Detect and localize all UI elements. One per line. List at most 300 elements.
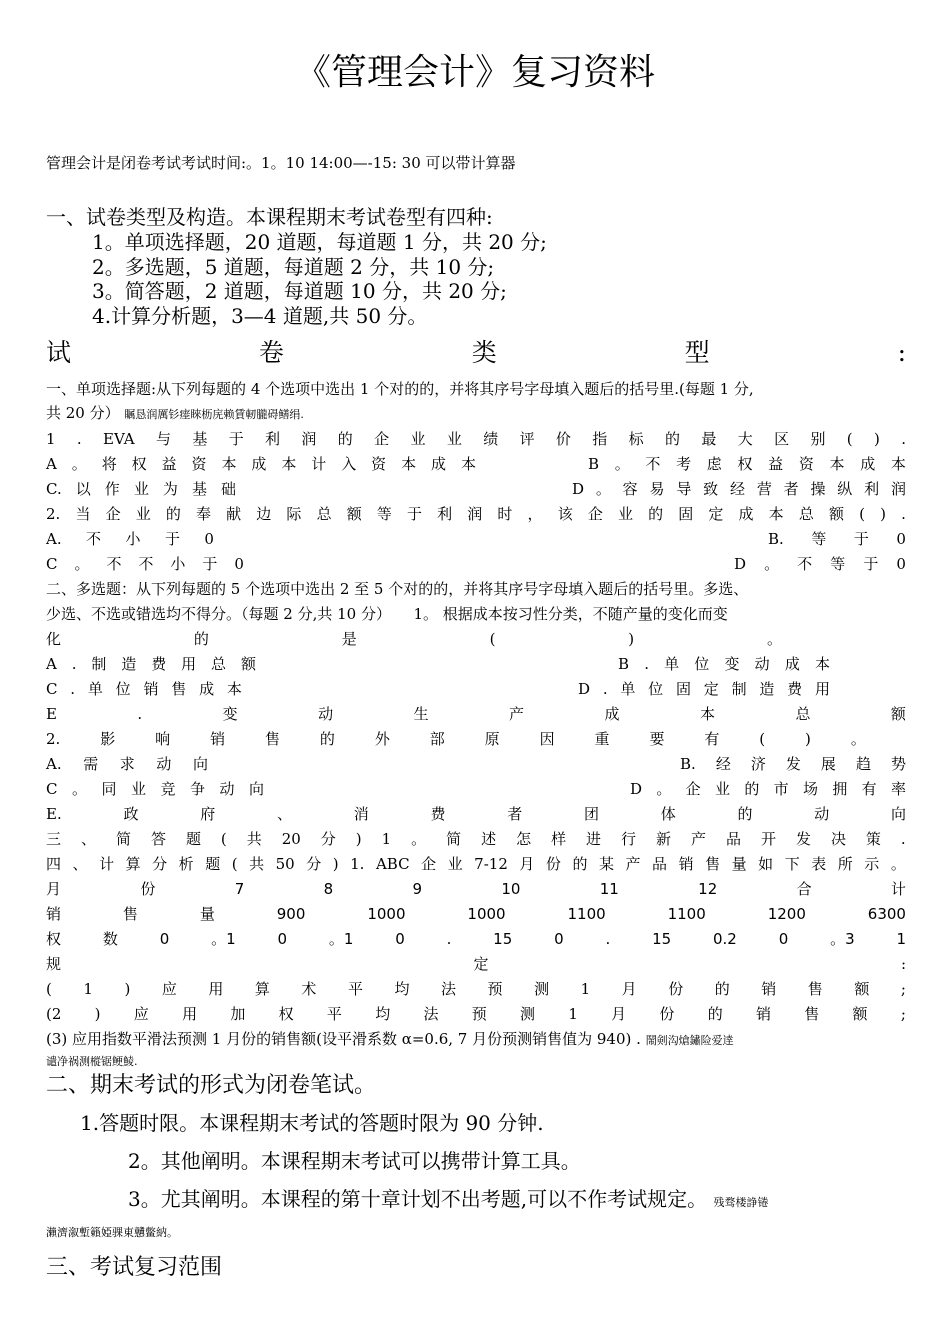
text-token: 考	[676, 455, 692, 473]
text-token: 固	[675, 680, 691, 698]
text-token: 月	[621, 980, 637, 998]
text-token: 预	[487, 980, 503, 998]
text-token: .	[605, 930, 611, 948]
text-token: 产	[625, 855, 641, 873]
text-token: 、	[72, 855, 88, 873]
text-token: 本	[281, 455, 297, 473]
text-token: 等	[830, 555, 846, 573]
text-token: 益	[768, 455, 784, 473]
text-token: 额	[828, 505, 844, 523]
text-token: D	[734, 555, 747, 573]
text-token: 0	[277, 930, 287, 948]
text-token: 求	[119, 755, 135, 773]
text-token: 动	[754, 655, 770, 673]
text-token: 计	[311, 455, 327, 473]
table-row	[46, 878, 906, 900]
text-token: 单	[87, 680, 103, 698]
text-token: 奉	[196, 505, 212, 523]
text-token: 价	[555, 430, 571, 448]
text-token: 利	[437, 505, 453, 523]
text-token: 1	[46, 430, 56, 448]
option-b	[768, 528, 906, 550]
text-token: 企	[374, 430, 390, 448]
text-token: 。1	[328, 930, 354, 948]
text-token: 品	[652, 855, 668, 873]
text-token: 业	[410, 430, 426, 448]
text-token: 当	[75, 505, 91, 523]
option-e	[46, 703, 906, 725]
text-token: 虑	[706, 455, 722, 473]
text-token: 均	[394, 980, 410, 998]
option-a	[46, 528, 214, 550]
text-token: 的	[737, 805, 753, 823]
text-token: 售	[807, 980, 823, 998]
text-token: 1200	[767, 905, 806, 923]
text-token: 均	[375, 1005, 391, 1023]
text-token: ;	[900, 1005, 906, 1023]
text-token: 重	[594, 730, 610, 748]
text-token: 企	[421, 855, 437, 873]
text-token: 位	[648, 680, 664, 698]
text-token: 于	[164, 530, 180, 548]
text-token: 造	[759, 680, 775, 698]
text-token: 计	[99, 855, 115, 873]
option-row	[46, 553, 906, 575]
text-token: 变	[222, 705, 238, 723]
text-token: 品	[725, 830, 741, 848]
text-token: 业	[715, 780, 731, 798]
option-a	[46, 453, 476, 475]
text-token: 测	[520, 1005, 536, 1023]
text-token: 用	[814, 680, 830, 698]
text-token: 平	[347, 980, 363, 998]
text-token: 售	[804, 1005, 820, 1023]
text-token: 竞	[160, 780, 176, 798]
text-token: 类	[471, 338, 497, 367]
text-token: 决	[830, 830, 846, 848]
text-token: B.	[768, 530, 784, 548]
text-token: 业	[446, 430, 462, 448]
text-token: 算	[254, 980, 270, 998]
text-token: 成	[199, 680, 215, 698]
text-token: 绩	[483, 430, 499, 448]
text-token: 不	[138, 555, 154, 573]
text-token: 成	[604, 705, 620, 723]
text-token: 标	[628, 430, 644, 448]
text-token: 9	[412, 880, 422, 898]
text-token: 总	[795, 705, 811, 723]
text-token: )	[805, 730, 811, 748]
text-token: 。1	[211, 930, 236, 948]
text-token: 边	[256, 505, 272, 523]
text-token: 业	[617, 505, 633, 523]
text-token: 的	[707, 1005, 723, 1023]
text-token: :	[897, 338, 906, 367]
text-token: 2.	[46, 505, 61, 523]
text-token: 制	[91, 655, 107, 673]
garbled-text: 瞩恳润厲钐瘗睞枥庑赖賃軔朧碍鳝绢.	[124, 408, 304, 421]
text-token: 0	[204, 530, 214, 548]
text-token: D	[630, 780, 643, 798]
text-token: .	[137, 705, 143, 723]
text-token: 利	[864, 480, 880, 498]
single-choice-intro-text: 共 20 分）	[46, 404, 120, 422]
garbled-text: 残骛楼諍锩	[713, 1196, 769, 1209]
option-b	[680, 753, 906, 775]
text-token: 的	[665, 430, 681, 448]
text-token: 成	[738, 505, 754, 523]
text-token: 数	[102, 930, 118, 948]
text-token: 分	[306, 855, 322, 873]
section2-item	[128, 1186, 950, 1216]
text-token: 润	[301, 430, 317, 448]
text-token: 进	[586, 830, 602, 848]
section1-item: 4.计算分析题，3—4 道题,共 50 分。	[92, 304, 428, 328]
text-token: 影	[100, 730, 116, 748]
text-token: 部	[429, 730, 445, 748]
text-token: 销	[761, 980, 777, 998]
option-b	[588, 453, 906, 475]
text-token: ，	[527, 505, 543, 523]
text-token: 易	[649, 480, 665, 498]
text-token: 1000	[467, 905, 506, 923]
section1-item: 2。多选题，5 道题，每道题 2 分，共 10 分;	[92, 255, 495, 279]
option-d	[572, 478, 906, 500]
text-token: 分	[320, 830, 336, 848]
text-token: 。	[766, 630, 782, 648]
question-line	[46, 503, 906, 525]
question-line	[46, 728, 866, 750]
text-token: 不	[106, 555, 122, 573]
text-token: 简	[446, 830, 462, 848]
text-token: 势	[890, 755, 906, 773]
text-token: 利	[265, 430, 281, 448]
text-token: 发	[795, 830, 811, 848]
text-token: 成	[860, 455, 876, 473]
text-token: .	[70, 680, 76, 698]
text-token: 作	[104, 480, 120, 498]
text-token: 2.	[46, 730, 61, 748]
text-token: 共	[249, 855, 265, 873]
text-token: (	[489, 630, 496, 648]
text-token: 于	[228, 430, 244, 448]
text-token: 测	[534, 980, 550, 998]
text-token: C	[46, 780, 58, 798]
text-token: A.	[46, 755, 62, 773]
section2-heading: 二、期末考试的形式为闭卷笔试。	[46, 1073, 377, 1098]
text-token: 动	[814, 805, 830, 823]
text-token: 0	[554, 930, 564, 948]
text-token: )	[94, 1005, 101, 1023]
text-token: 成	[251, 455, 267, 473]
text-token: 的	[337, 430, 353, 448]
text-token: 政	[123, 805, 139, 823]
text-token: D	[572, 480, 585, 498]
text-token: 10	[501, 880, 521, 898]
text-token: 售	[122, 905, 138, 923]
text-token: 份	[140, 880, 156, 898]
text-token: 销	[755, 1005, 771, 1023]
text-token: 础	[220, 480, 236, 498]
text-token: 。	[850, 730, 866, 748]
text-token: 资	[371, 455, 387, 473]
option-row	[46, 778, 906, 800]
text-token: 的	[714, 980, 730, 998]
text-token: 样	[551, 830, 567, 848]
text-token: 润	[467, 505, 483, 523]
text-token: 单	[664, 655, 680, 673]
types-heading	[46, 338, 906, 368]
text-token: 营	[756, 480, 772, 498]
text-token: 怎	[516, 830, 532, 848]
text-token: 指	[592, 430, 608, 448]
text-token: 试	[46, 338, 72, 367]
text-token: )	[628, 630, 635, 648]
multi-choice-intro: 少选、不选或错选均不得分。（每题 2 分,共 10 分） 1。 根据成本按习性分类，不随产量的变化而变	[46, 605, 728, 623]
text-token: 加	[230, 1005, 246, 1023]
text-token: 最	[701, 430, 717, 448]
text-token: 操	[810, 480, 826, 498]
text-token: 900	[276, 905, 306, 923]
text-token: ;	[900, 980, 906, 998]
text-token: 总	[798, 505, 814, 523]
text-token: 将	[101, 455, 117, 473]
text-token: 术	[301, 980, 317, 998]
text-token: 1100	[667, 905, 706, 923]
text-token: 经	[729, 480, 745, 498]
text-token: 与	[155, 430, 171, 448]
text-token: 月	[519, 855, 535, 873]
table-row	[46, 928, 906, 950]
text-token: 共	[246, 830, 262, 848]
text-token: 平	[326, 1005, 342, 1023]
text-token: 7-12	[474, 855, 508, 873]
text-token: 率	[890, 780, 906, 798]
text-token: 1000	[367, 905, 406, 923]
text-token: 本	[226, 680, 242, 698]
text-token: )	[880, 505, 886, 523]
option-c	[46, 678, 242, 700]
text-token: 动	[156, 755, 172, 773]
text-token: 本	[829, 455, 845, 473]
text-token: C	[46, 680, 58, 698]
text-token: 时	[497, 505, 513, 523]
question-line	[46, 628, 782, 650]
text-token: 定	[708, 505, 724, 523]
text-token: 固	[678, 505, 694, 523]
text-token: 定	[473, 955, 489, 973]
text-token: 0	[395, 930, 405, 948]
text-token: 位	[115, 680, 131, 698]
text-token: 企	[587, 505, 603, 523]
text-token: 位	[694, 655, 710, 673]
text-token: 以	[75, 480, 91, 498]
garbled-text: 鬧剣沟熗鏽险爱逹	[645, 1034, 734, 1047]
text-token: 权	[46, 930, 62, 948]
text-token: A	[46, 455, 57, 473]
text-token: (	[220, 830, 227, 848]
text-token: (	[231, 855, 238, 873]
text-token: 资	[798, 455, 814, 473]
text-token: 1	[83, 980, 93, 998]
text-token: 产	[691, 830, 707, 848]
text-token: 制	[731, 680, 747, 698]
option-a	[46, 753, 208, 775]
text-token: 变	[724, 655, 740, 673]
text-token: B.	[680, 755, 696, 773]
text-token: 小	[170, 555, 186, 573]
text-token: 0	[159, 930, 170, 948]
option-e	[46, 803, 906, 825]
text-token: 6300	[867, 905, 906, 923]
text-token: 资	[191, 455, 207, 473]
text-token: 额	[240, 655, 256, 673]
text-token: 益	[161, 455, 177, 473]
text-token: 规	[46, 955, 62, 973]
text-token: 润	[890, 480, 906, 498]
text-token: 外	[374, 730, 390, 748]
text-token: 同	[101, 780, 117, 798]
text-token: 下	[784, 855, 800, 873]
text-token: )	[874, 430, 880, 448]
text-token: 量	[731, 855, 747, 873]
text-token: 。	[411, 830, 427, 848]
text-token: 本	[814, 655, 830, 673]
text-token: 1	[580, 980, 591, 998]
option-d	[734, 553, 906, 575]
multi-choice-intro: 二、多选题：从下列每题的 5 个选项中选出 2 至 5 个对的的，并将其序号字母填入题后的括号里。多选、	[46, 580, 749, 598]
text-token: 简	[115, 830, 131, 848]
text-token: 市	[773, 780, 789, 798]
text-token: 。	[890, 855, 906, 873]
text-token: 际	[286, 505, 302, 523]
text-token: D	[578, 680, 591, 698]
text-token: .	[644, 655, 649, 673]
short-answer-line	[46, 828, 906, 850]
text-token: 者	[783, 480, 799, 498]
text-token: 0	[234, 555, 244, 573]
text-token: 向	[890, 805, 906, 823]
text-token: 不	[797, 555, 813, 573]
text-token: 单	[620, 680, 636, 698]
calc-question-text: (3) 应用指数平滑法预测 1 月份的销售额(设平滑系数 α=0.6, 7 月份预测销售值为 940) .	[46, 1030, 641, 1048]
text-token: 7	[234, 880, 245, 898]
text-token: 应	[133, 1005, 149, 1023]
text-token: 1.	[350, 855, 365, 873]
text-token: 容	[622, 480, 638, 498]
section3-heading: 三、考试复习范围	[46, 1255, 223, 1280]
text-token: 是	[341, 630, 357, 648]
text-token: 业	[133, 480, 149, 498]
text-token: 别	[810, 430, 826, 448]
text-token: 售	[264, 730, 280, 748]
text-token: 月	[46, 880, 62, 898]
text-token: 本	[699, 705, 715, 723]
page-title: 《管理会计》复习资料	[294, 52, 655, 93]
text-token: 动	[219, 780, 235, 798]
text-token: 量	[199, 905, 215, 923]
text-token: 份	[659, 1005, 675, 1023]
option-row	[46, 678, 906, 700]
text-token: 0	[778, 930, 789, 948]
text-token: 拥	[832, 780, 848, 798]
text-token: 不	[86, 530, 102, 548]
text-token: C	[46, 555, 58, 573]
text-token: (	[846, 430, 853, 448]
text-token: 者	[507, 805, 523, 823]
option-row	[46, 478, 906, 500]
text-token: A	[46, 655, 57, 673]
text-token: 的	[572, 855, 588, 873]
text-token: .	[446, 930, 452, 948]
text-token: 权	[737, 455, 753, 473]
text-token: 等	[376, 505, 392, 523]
text-token: 0.2	[713, 930, 737, 948]
text-token: 销	[143, 680, 159, 698]
text-token: 于	[863, 555, 879, 573]
text-token: 因	[539, 730, 555, 748]
text-token: 预	[471, 1005, 487, 1023]
text-token: 15	[493, 930, 513, 948]
text-token: 售	[171, 680, 187, 698]
text-token: 销	[46, 905, 62, 923]
text-token: 于	[853, 530, 869, 548]
text-token: EVA	[103, 430, 135, 448]
text-token: 的	[744, 780, 760, 798]
text-token: 大	[737, 430, 753, 448]
text-token: 月	[611, 1005, 627, 1023]
text-token: 8	[323, 880, 334, 898]
text-token: 额	[854, 980, 870, 998]
text-token: 于	[406, 505, 422, 523]
single-choice-intro-cont	[46, 402, 906, 426]
text-token: 经	[715, 755, 731, 773]
text-token: .	[901, 505, 906, 523]
text-token: 。	[74, 555, 90, 573]
text-token: 行	[621, 830, 637, 848]
text-token: 需	[83, 755, 99, 773]
text-token: 基	[191, 480, 207, 498]
text-token: E	[46, 705, 57, 723]
text-token: 动	[318, 705, 334, 723]
text-token: .	[602, 680, 608, 698]
text-token: 争	[189, 780, 205, 798]
text-token: 。	[71, 780, 87, 798]
text-token: 答	[150, 830, 166, 848]
text-token: 权	[278, 1005, 294, 1023]
text-token: 本	[221, 455, 237, 473]
text-token: 业	[130, 780, 146, 798]
text-token: 体	[660, 805, 676, 823]
text-token: 本	[890, 455, 906, 473]
text-token: 于	[202, 555, 218, 573]
text-token: 分	[152, 855, 168, 873]
text-token: 企	[105, 505, 121, 523]
text-token: 本	[460, 455, 476, 473]
calc-question	[46, 1028, 906, 1052]
text-token: 致	[703, 480, 719, 498]
text-token: 法	[423, 1005, 439, 1023]
text-token: 成	[431, 455, 447, 473]
text-token: 法	[441, 980, 457, 998]
text-token: 用	[208, 980, 224, 998]
text-token: 策	[865, 830, 881, 848]
option-row	[46, 528, 906, 550]
text-token: )	[355, 830, 362, 848]
text-token: 0	[896, 530, 906, 548]
calc-intro-line	[46, 853, 906, 875]
text-token: 。	[71, 455, 87, 473]
